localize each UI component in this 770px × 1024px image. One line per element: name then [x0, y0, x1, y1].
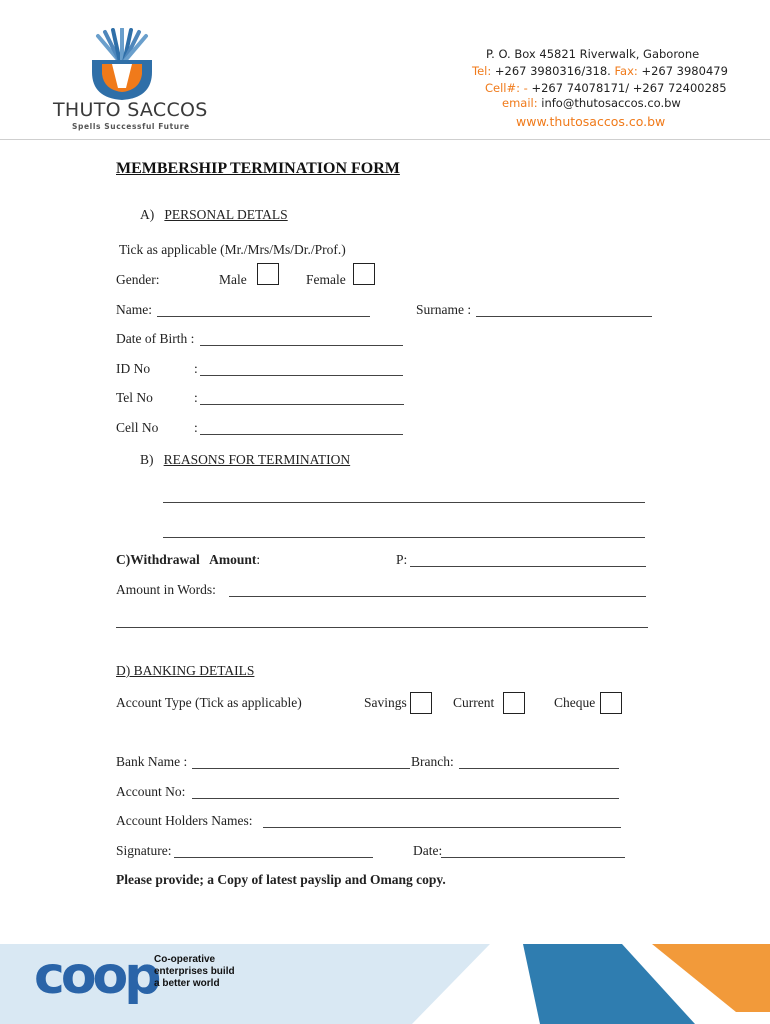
section-c-heading — [116, 552, 260, 568]
withdrawal-amount-field[interactable] — [410, 566, 646, 567]
slogan-line-2: enterprises build — [154, 966, 235, 977]
coop-logo-icon — [34, 946, 158, 1006]
surname-label: Surname : — [416, 302, 472, 317]
tel-value: +267 3980316/318. — [494, 64, 611, 78]
female-label: Female — [306, 272, 346, 287]
contact-cell-line — [485, 81, 727, 95]
branch-label: Branch: — [411, 754, 454, 769]
amount-words-field[interactable] — [229, 596, 646, 597]
tel-field[interactable] — [200, 404, 404, 405]
cheque-label: Cheque — [554, 695, 596, 710]
tel-no-label: Tel No — [116, 390, 153, 405]
date-field[interactable] — [441, 857, 625, 858]
contact-email-line — [502, 96, 681, 110]
reason-line-1[interactable] — [163, 502, 645, 503]
form-title: MEMBERSHIP TERMINATION FORM — [116, 160, 400, 177]
slogan-line-1: Co-operative — [154, 954, 216, 965]
saccos-name: THUTO SACCOS — [53, 99, 208, 121]
email-value[interactable]: info@thutosaccos.co.bw — [541, 96, 681, 110]
header-divider — [0, 139, 770, 140]
saccos-tagline: Spells Successful Future — [72, 122, 190, 131]
id-field[interactable] — [200, 375, 403, 376]
dob-field[interactable] — [200, 345, 403, 346]
tel-label: Tel: — [472, 64, 492, 78]
section-c-title: C)Withdrawal Amount — [116, 552, 257, 567]
section-b-title: REASONS FOR TERMINATION — [163, 452, 351, 467]
section-b-letter: B) — [140, 452, 154, 467]
fax-value: +267 3980479 — [641, 64, 728, 78]
current-checkbox[interactable] — [503, 692, 525, 714]
section-a-title: PERSONAL DETALS — [164, 207, 288, 222]
branch-field[interactable] — [459, 768, 619, 769]
reason-line-2[interactable] — [163, 537, 645, 538]
signature-label: Signature: — [116, 843, 172, 858]
email-label: email: — [502, 96, 538, 110]
website-link[interactable]: www.thutosaccos.co.bw — [516, 114, 666, 129]
account-holders-field[interactable] — [263, 827, 621, 828]
coop-logo-text: coop — [34, 946, 158, 1006]
title-tick-note: Tick as applicable (Mr./Mrs/Ms/Dr./Prof.) — [119, 242, 346, 257]
cell-value: +267 74078171/ +267 72400285 — [531, 81, 727, 95]
footer-banner — [0, 944, 770, 1024]
savings-label: Savings — [364, 695, 407, 710]
bank-name-field[interactable] — [192, 768, 410, 769]
name-field[interactable] — [157, 316, 370, 317]
surname-field[interactable] — [476, 316, 652, 317]
signature-field[interactable] — [174, 857, 373, 858]
amount-words-field-2[interactable] — [116, 627, 648, 628]
saccos-logo — [50, 28, 208, 138]
cell-label: Cell#: - — [485, 81, 528, 95]
cell-field[interactable] — [200, 434, 403, 435]
tel-colon: : — [194, 390, 198, 405]
currency-label: P: — [396, 552, 408, 567]
male-label: Male — [219, 272, 247, 287]
slogan-line-3: a better world — [154, 978, 220, 989]
section-a-letter: A) — [140, 207, 155, 222]
name-label: Name: — [116, 302, 152, 317]
date-label: Date: — [413, 843, 443, 858]
account-no-field[interactable] — [192, 798, 619, 799]
documents-note: Please provide; a Copy of latest payslip and Omang copy. — [116, 872, 446, 887]
id-label: ID No — [116, 361, 151, 376]
gender-label: Gender: — [116, 272, 160, 287]
account-holders-label: Account Holders Names: — [116, 813, 253, 828]
amount-words-label: Amount in Words: — [116, 582, 216, 597]
fax-label: Fax: — [614, 64, 638, 78]
contact-phone-line — [472, 64, 728, 78]
current-label: Current — [453, 695, 495, 710]
cell-colon: : — [194, 420, 198, 435]
saccos-emblem-icon — [50, 28, 195, 108]
contact-address: P. O. Box 45821 Riverwalk, Gaborone — [486, 47, 700, 61]
female-checkbox[interactable] — [353, 263, 375, 285]
dob-label: Date of Birth : — [116, 331, 195, 346]
savings-checkbox[interactable] — [410, 692, 432, 714]
section-c-colon: : — [256, 552, 261, 567]
male-checkbox[interactable] — [257, 263, 279, 285]
section-b-heading — [140, 452, 350, 468]
account-type-label: Account Type (Tick as applicable) — [116, 695, 302, 710]
coop-slogan — [154, 954, 235, 990]
id-colon: : — [194, 361, 198, 376]
cheque-checkbox[interactable] — [600, 692, 622, 714]
section-d-title: D) BANKING DETAILS — [116, 663, 255, 678]
cell-no-label: Cell No — [116, 420, 159, 435]
bank-name-label: Bank Name : — [116, 754, 188, 769]
section-a-heading — [140, 207, 288, 223]
account-no-label: Account No: — [116, 784, 186, 799]
